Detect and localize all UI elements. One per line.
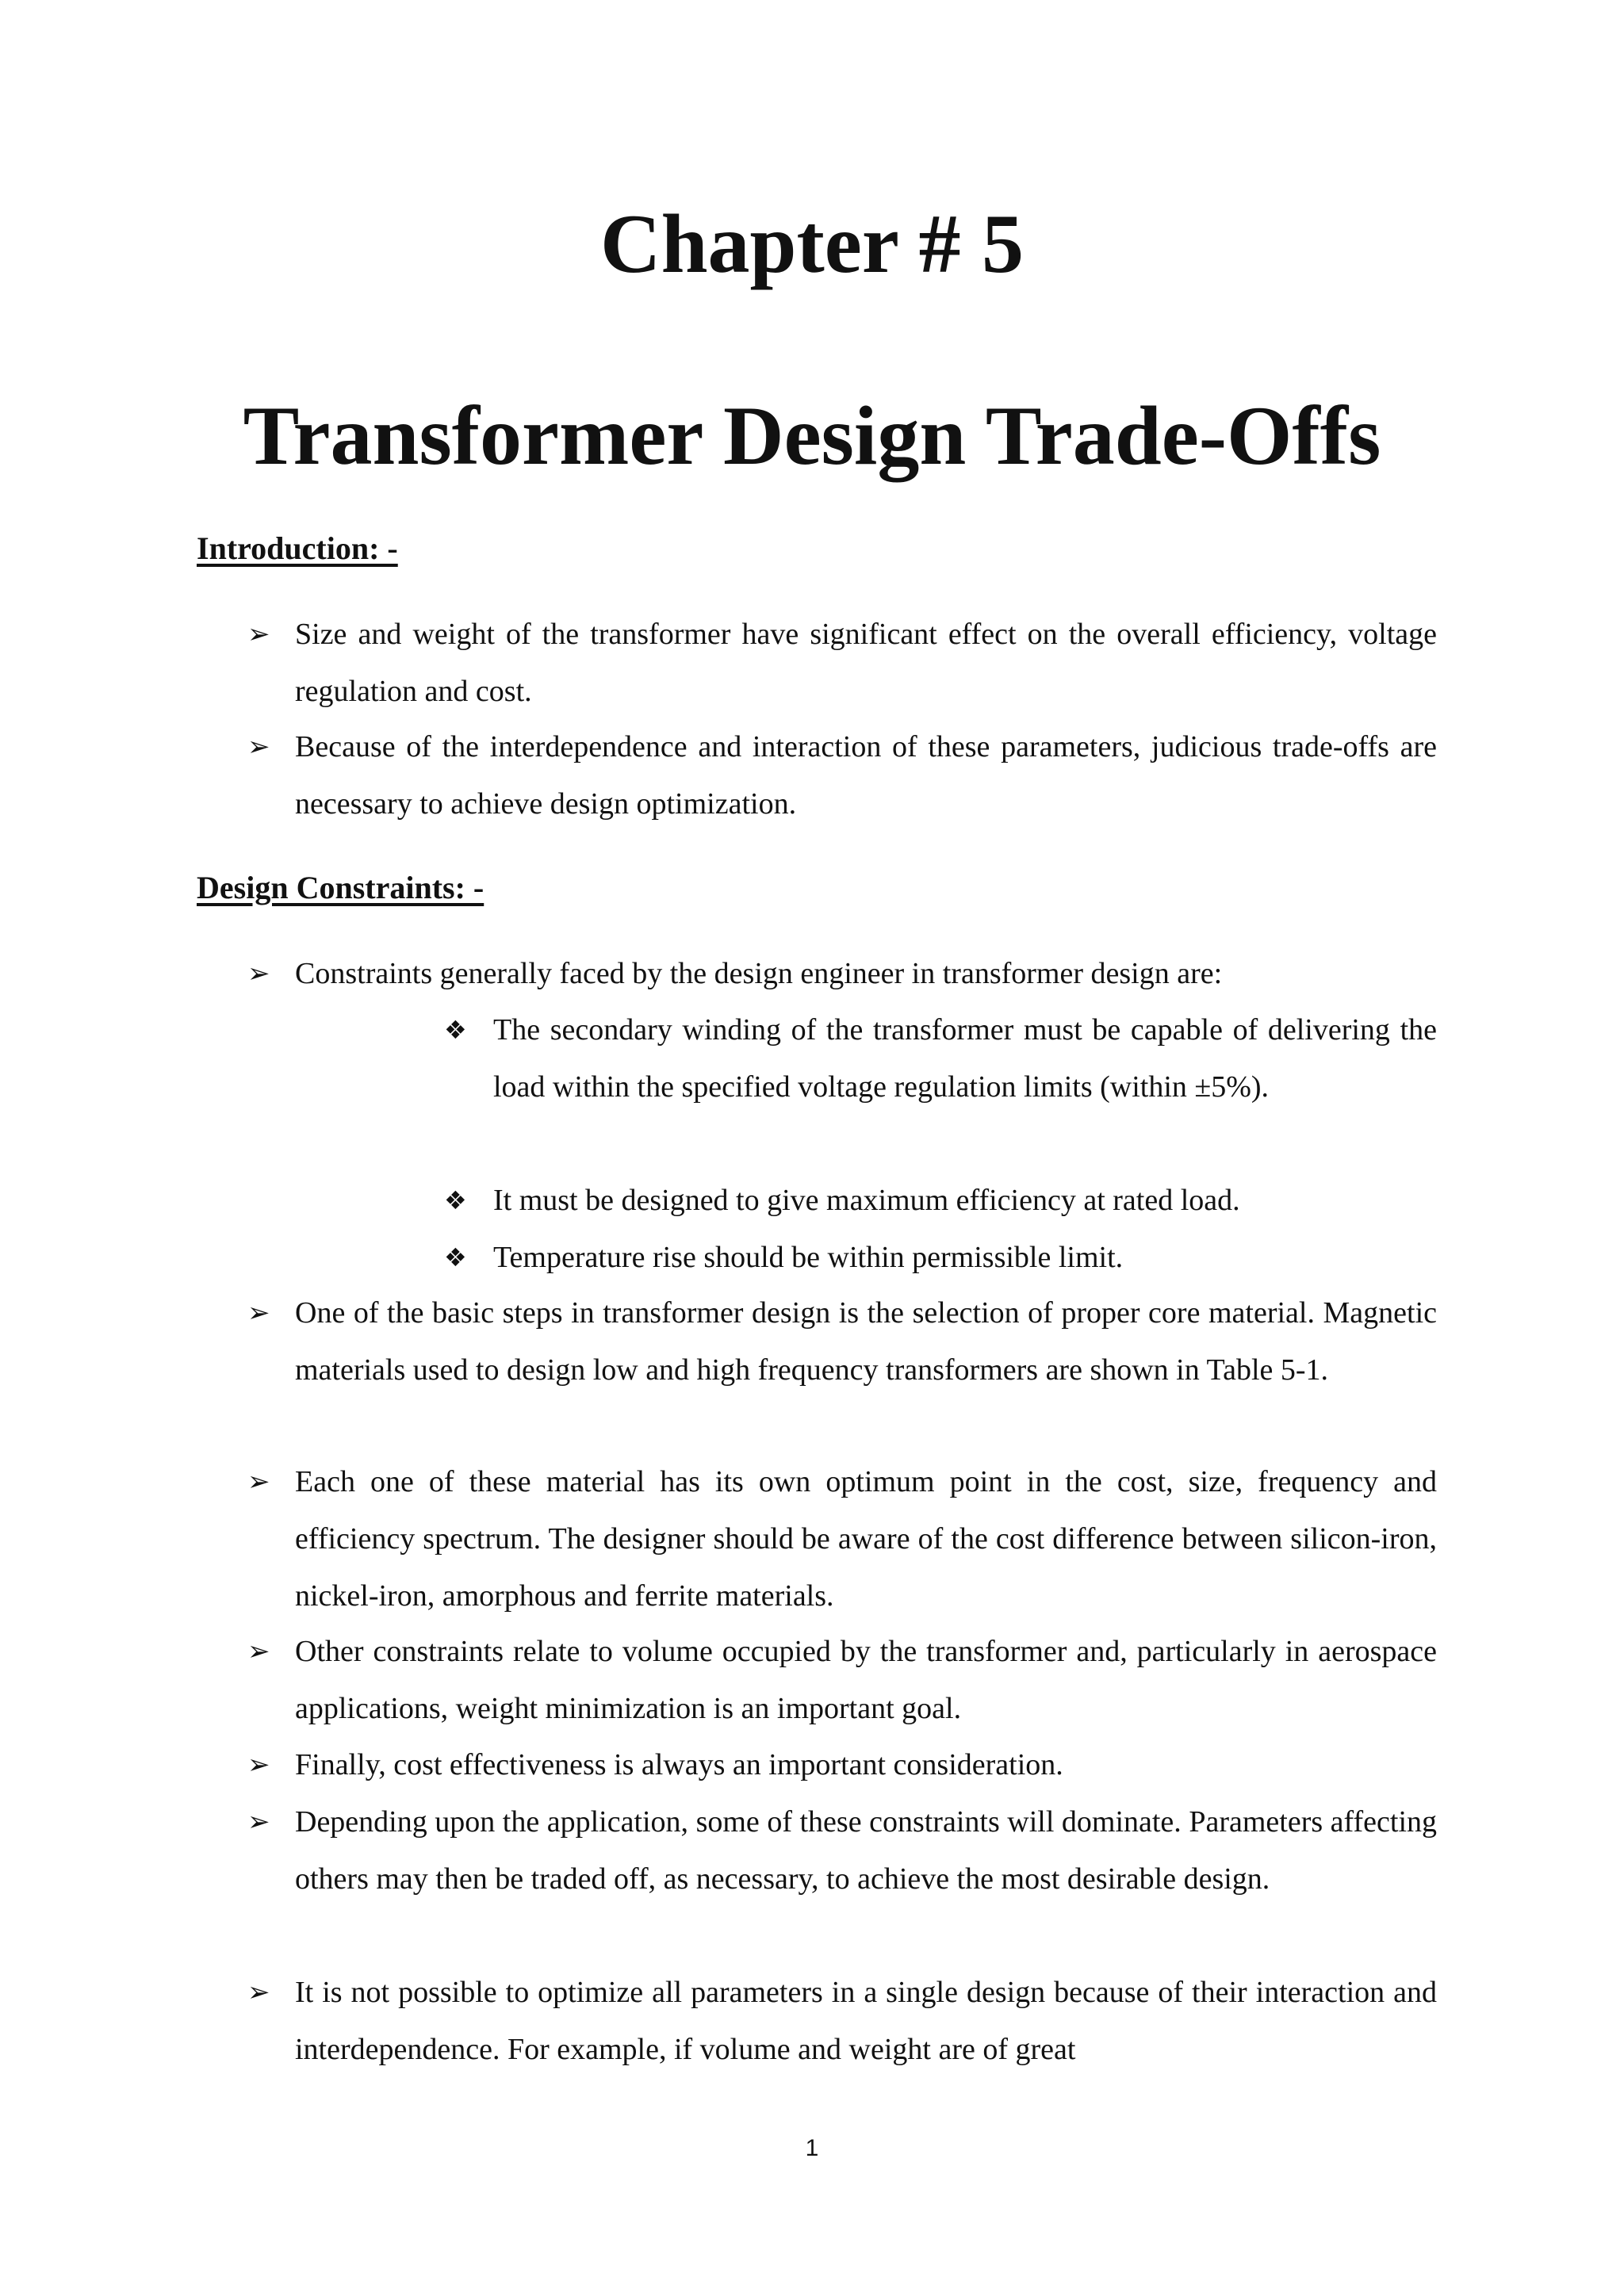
arrow-bullet-icon: ➢ [247,1297,270,1329]
introduction-heading: Introduction: - [197,530,398,566]
list-item [247,1736,1437,1793]
bullet-text: It is not possible to optimize all parameters in a single design because of their interaction and interdependence. For example, if volume and weight are of great [295,1976,1437,2066]
list-item [247,1964,1437,2078]
arrow-bullet-icon: ➢ [247,1749,270,1781]
arrow-bullet-icon: ➢ [247,1466,270,1498]
list-item [247,1623,1437,1737]
bullet-text: Each one of these material has its own optimum point in the cost, size, frequency and efficiency spectrum. The designer should be aware of the cost difference between silicon-iron, nickel-iron, amorphous and ferrite materials. [295,1465,1437,1613]
bullet-text: Other constraints relate to volume occupied by the transformer and, particularly in aerospace applications, weight minimization is an important goal. [295,1635,1437,1725]
arrow-bullet-icon: ➢ [247,1976,270,2008]
page-number: 1 [805,2135,819,2161]
list-item [247,606,1437,720]
sub-list-item [444,1172,1437,1229]
list-item [247,1284,1437,1399]
list-item [247,945,1437,1002]
arrow-bullet-icon: ➢ [247,958,270,989]
arrow-bullet-icon: ➢ [247,618,270,650]
chapter-title: Transformer Design Trade-Offs [243,389,1381,482]
list-item [247,1453,1437,1624]
list-item [247,718,1437,832]
arrow-bullet-icon: ➢ [247,1636,270,1667]
diamond-bullet-icon: ❖ [444,1242,467,1272]
design-constraints-heading: Design Constraints: - [197,870,485,905]
sub-bullet-text: Temperature rise should be within permissible limit. [493,1241,1124,1274]
bullet-text: Depending upon the application, some of these constraints will dominate. Parameters affecting others may then be traded off, as necessary, to achieve the most desirable design. [295,1805,1437,1896]
arrow-bullet-icon: ➢ [247,731,270,763]
diamond-bullet-icon: ❖ [444,1015,467,1045]
chapter-label: Chapter # 5 [600,197,1024,290]
list-item [247,1793,1437,1908]
bullet-text: Finally, cost effectiveness is always an important consideration. [295,1748,1063,1781]
sub-list-item [444,1229,1437,1286]
arrow-bullet-icon: ➢ [247,1806,270,1838]
bullet-text: Because of the interdependence and interaction of these parameters, judicious trade-offs are necessary to achieve design optimization. [295,730,1437,821]
sub-bullet-text: It must be designed to give maximum efficiency at rated load. [493,1184,1240,1217]
bullet-text: Size and weight of the transformer have significant effect on the overall efficiency, voltage regulation and cost. [295,618,1437,708]
bullet-text: Constraints generally faced by the design engineer in transformer design are: [295,957,1223,990]
diamond-bullet-icon: ❖ [444,1185,467,1215]
sub-list-item [444,1001,1437,1115]
sub-bullet-text: The secondary winding of the transformer must be capable of delivering the load within the specified voltage regulation limits (within ±5%). [493,1013,1437,1104]
bullet-text: One of the basic steps in transformer design is the selection of proper core material. Magnetic materials used to design low and high frequency transformers are shown in Table 5-1. [295,1296,1437,1387]
